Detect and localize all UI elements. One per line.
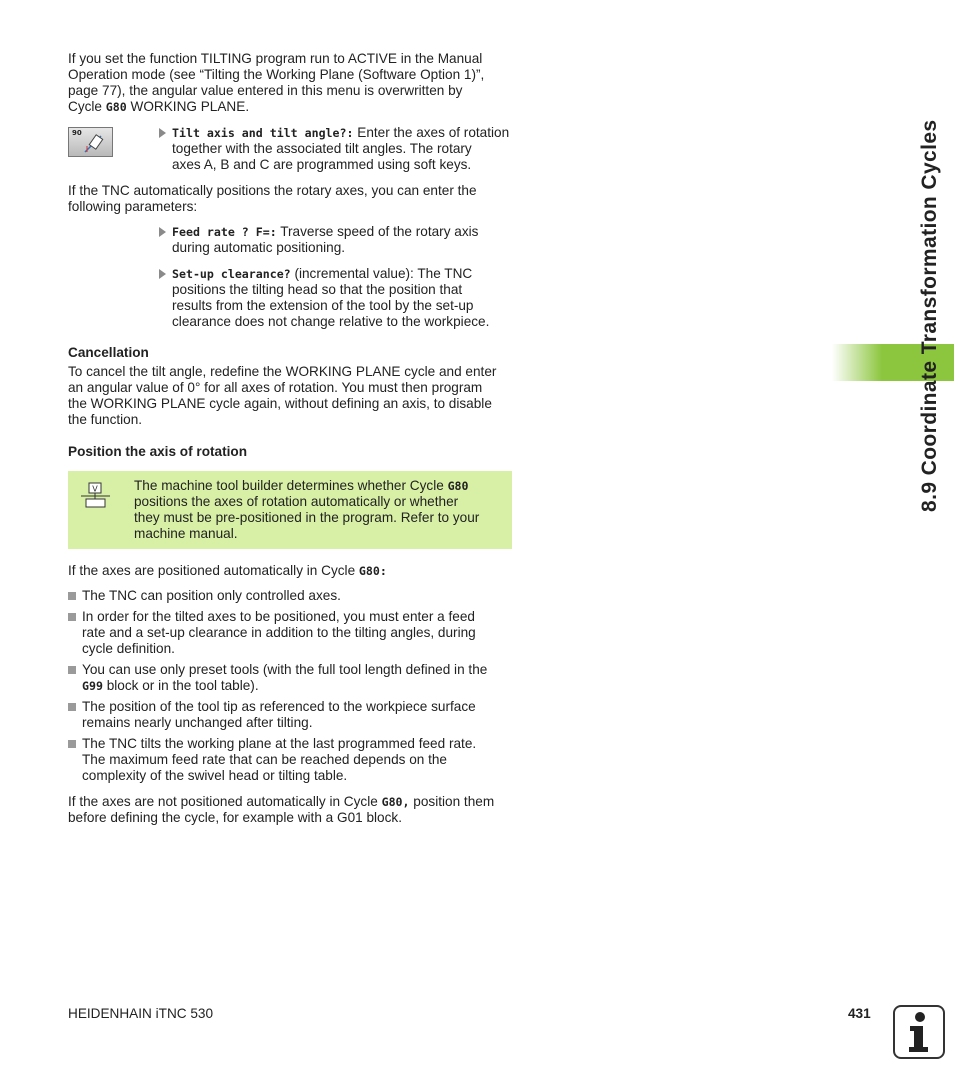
g99-code: G99 bbox=[82, 679, 103, 693]
chapter-title: 8.9 Coordinate Transformation Cycles bbox=[918, 119, 941, 512]
triangle-bullet-icon bbox=[159, 269, 166, 279]
square-bullet-icon bbox=[68, 703, 76, 711]
square-bullet-icon bbox=[68, 740, 76, 748]
info-glyph-icon bbox=[906, 1011, 932, 1053]
feed-rate-item: Feed rate ? F=: Traverse speed of the rotary axis during automatic positioning. bbox=[159, 224, 519, 256]
sidebar-tab-fade bbox=[832, 344, 882, 381]
intro-line: If you set the function TILTING program run to ACTIVE in the Manual bbox=[68, 51, 483, 66]
g80-code: G80 bbox=[105, 100, 127, 114]
list-item: The position of the tool tip as referenced to the workpiece surface remains nearly unchanged after tilting. bbox=[68, 699, 513, 731]
setup-clearance-code: Set-up clearance? bbox=[172, 267, 291, 281]
g80-code: G80, bbox=[381, 795, 410, 809]
cancellation-paragraph: To cancel the tilt angle, redefine the WORKING PLANE cycle and enter an angular value of 0° for all axes of rotation. You must then program the WORKING PLANE cycle again, without defining an axis, to disable the function. bbox=[68, 364, 497, 427]
list-item: In order for the tilted axes to be positioned, you must enter a feed rate and a set-up clearance in addition to the tilting angles, during cycle definition. bbox=[68, 609, 513, 657]
softkey-label: 90 bbox=[72, 129, 82, 137]
tilt-axis-code: Tilt axis and tilt angle?: bbox=[172, 126, 354, 140]
footer-left: HEIDENHAIN iTNC 530 bbox=[68, 1006, 214, 1021]
list-item: You can use only preset tools (with the full tool length defined in the G99 block or in the tool table). bbox=[68, 662, 513, 694]
info-icon bbox=[893, 1005, 945, 1059]
machine-note-box: V The machine tool builder determines whether Cycle G80 positions the axes of rotation automatically or whether they must be pre-positioned in the program. Refer to your machine manual. bbox=[68, 471, 512, 549]
triangle-bullet-icon bbox=[159, 227, 166, 237]
feed-rate-code: Feed rate ? F=: bbox=[172, 225, 277, 239]
list-item: The TNC tilts the working plane at the last programmed feed rate. The maximum feed rate that can be reached depends on the complexity of the swivel head or tilting table. bbox=[68, 736, 513, 784]
square-bullet-icon bbox=[68, 666, 76, 674]
auto-position-paragraph: If the TNC automatically positions the rotary axes, you can enter the following parameters: bbox=[68, 183, 477, 214]
intro-paragraph bbox=[68, 51, 518, 115]
list-item: The TNC can position only controlled axes. bbox=[68, 588, 513, 604]
plane-tilt-icon bbox=[83, 132, 105, 154]
intro-line: Cycle G80 WORKING PLANE. bbox=[68, 99, 250, 114]
setup-clearance-item: Set-up clearance? (incremental value): The TNC positions the tilting head so that the position that results from the extension of the tool by the set-up clearance does not change relative to the workpiece. bbox=[159, 266, 519, 330]
tilt-softkey-icon bbox=[68, 127, 113, 157]
machine-note-icon bbox=[80, 482, 112, 508]
tilt-axis-item: Tilt axis and tilt angle?: Enter the axes of rotation together with the associated tilt angles. The rotary axes A, B and C are programmed using soft keys. bbox=[159, 125, 519, 173]
square-bullet-icon bbox=[68, 613, 76, 621]
not-auto-paragraph: If the axes are not positioned automatically in Cycle G80, position them before defining the cycle, for example with a G01 block. bbox=[68, 794, 495, 825]
if-auto-paragraph: If the axes are positioned automatically in Cycle G80: bbox=[68, 563, 387, 578]
position-axis-heading: Position the axis of rotation bbox=[68, 444, 247, 459]
g80-code: G80 bbox=[447, 479, 469, 493]
intro-line: page 77), the angular value entered in this menu is overwritten by bbox=[68, 83, 463, 98]
triangle-bullet-icon bbox=[159, 128, 166, 138]
square-bullet-icon bbox=[68, 592, 76, 600]
intro-line: Operation mode (see “Tilting the Working Plane (Software Option 1)”, bbox=[68, 67, 485, 82]
page-number: 431 bbox=[848, 1006, 871, 1021]
cancellation-heading: Cancellation bbox=[68, 345, 149, 360]
svg-text:V: V bbox=[92, 484, 98, 494]
g80-code: G80: bbox=[358, 564, 387, 578]
